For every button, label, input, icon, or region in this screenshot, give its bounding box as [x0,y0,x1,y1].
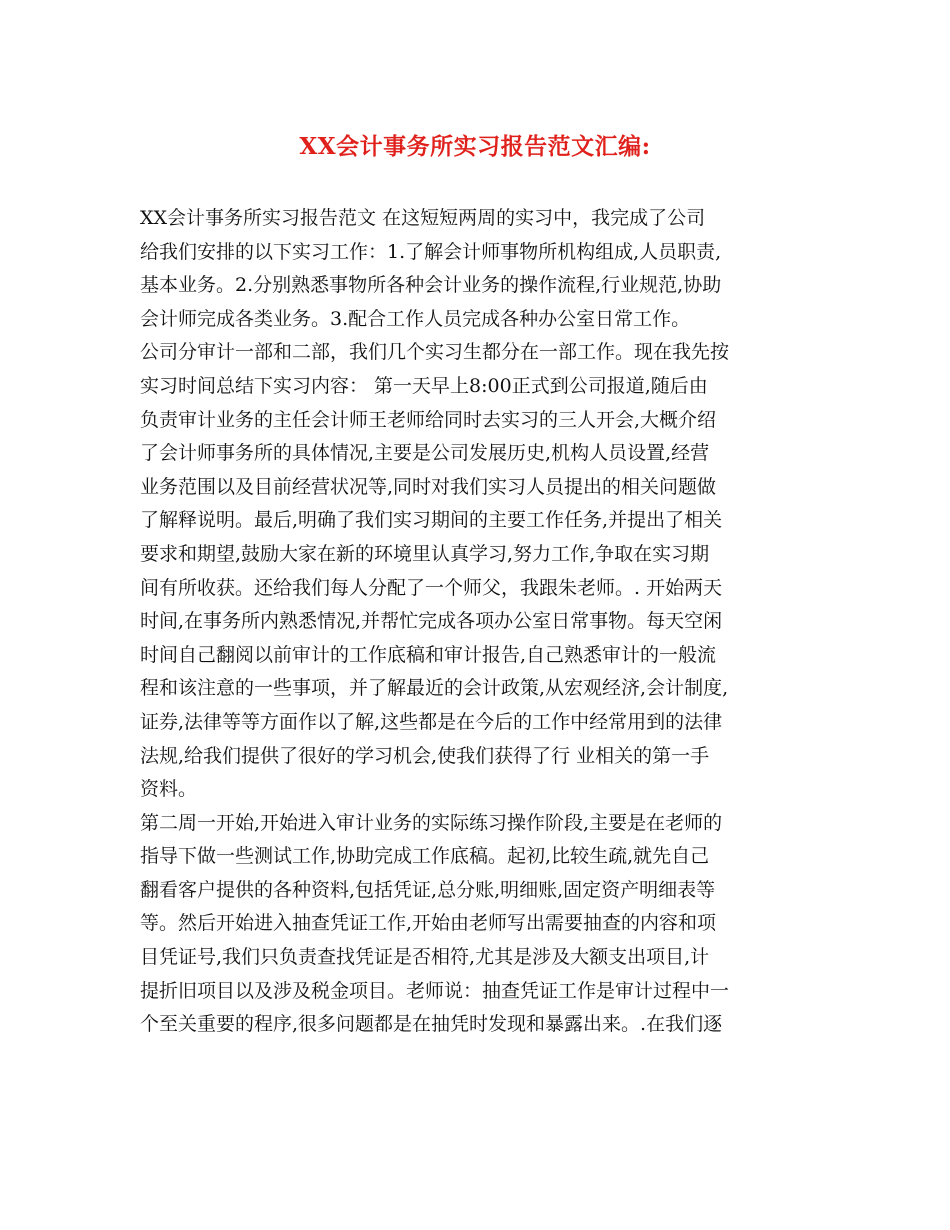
text-line: 第二周一开始,开始进入审计业务的实际练习操作阶段,主要是在老师的 [140,811,723,834]
text-line: 资料。 [140,778,198,801]
text-line: 证券,法律等等方面作以了解,这些都是在今后的工作中经常用到的法律 [140,710,723,733]
text-line: 法规,给我们提供了很好的学习机会,使我们获得了行 业相关的第一手 [140,744,710,767]
text-line: 间有所收获。还给我们每人分配了一个师父，我跟朱老师。. 开始两天 [140,576,723,599]
text-line: 等。然后开始进入抽查凭证工作,开始由老师写出需要抽查的内容和项 [140,912,717,935]
text-line: 翻看客户提供的各种资料,包括凭证,总分账,明细账,固定资产明细表等 [140,878,716,901]
text-line: 目凭证号,我们只负责查找凭证是否相符,尤其是涉及大额支出项目,计 [140,946,710,969]
text-line: 负责审计业务的主任会计师王老师给同时去实习的三人开会,大概介绍 [140,408,717,431]
text-line: 提折旧项目以及涉及税金项目。老师说：抽查凭证工作是审计过程中一 [140,979,730,1002]
text-line: 会计师完成各类业务。3.配合工作人员完成各种办公室日常工作。 [140,307,691,330]
text-line: 业务范围以及目前经营状况等,同时对我们实习人员提出的相关问题做 [140,475,717,498]
text-line: 个至关重要的程序,很多问题都是在抽凭时发现和暴露出来。.在我们逐 [140,1013,723,1036]
document-body [140,202,840,1042]
text-line: 指导下做一些测试工作,协助完成工作底稿。起初,比较生疏,就先自己 [140,845,710,868]
text-line: 时间,在事务所内熟悉情况,并帮忙完成各项办公室日常事物。每天空闲 [140,610,723,633]
text-line: 了解释说明。最后,明确了我们实习期间的主要工作任务,并提出了相关 [140,509,723,532]
text-line: 基本业务。2.分别熟悉事物所各种会计业务的操作流程,行业规范,协助 [140,274,722,297]
text-line: 给我们安排的以下实习工作：1.了解会计师事物所机构组成,人员职责, [140,240,722,263]
text-line: 程和该注意的一些事项，并了解最近的会计政策,从宏观经济,会计制度, [140,677,729,700]
text-line: 时间自己翻阅以前审计的工作底稿和审计报告,自己熟悉审计的一般流 [140,643,717,666]
text-line: 了会计师事务所的具体情况,主要是公司发展历史,机构人员设置,经营 [140,442,710,465]
text-line: XX会计事务所实习报告范文 在这短短两周的实习中，我完成了公司 [140,207,706,229]
text-line: 实习时间总结下实习内容： 第一天早上8:00正式到公司报道,随后由 [140,374,708,397]
text-line: 要求和期望,鼓励大家在新的环境里认真学习,努力工作,争取在实习期 [140,542,710,565]
text-line: 公司分审计一部和二部，我们几个实习生都分在一部工作。现在我先按 [140,341,730,364]
document-title: XX会计事务所实习报告范文汇编: [299,133,651,160]
